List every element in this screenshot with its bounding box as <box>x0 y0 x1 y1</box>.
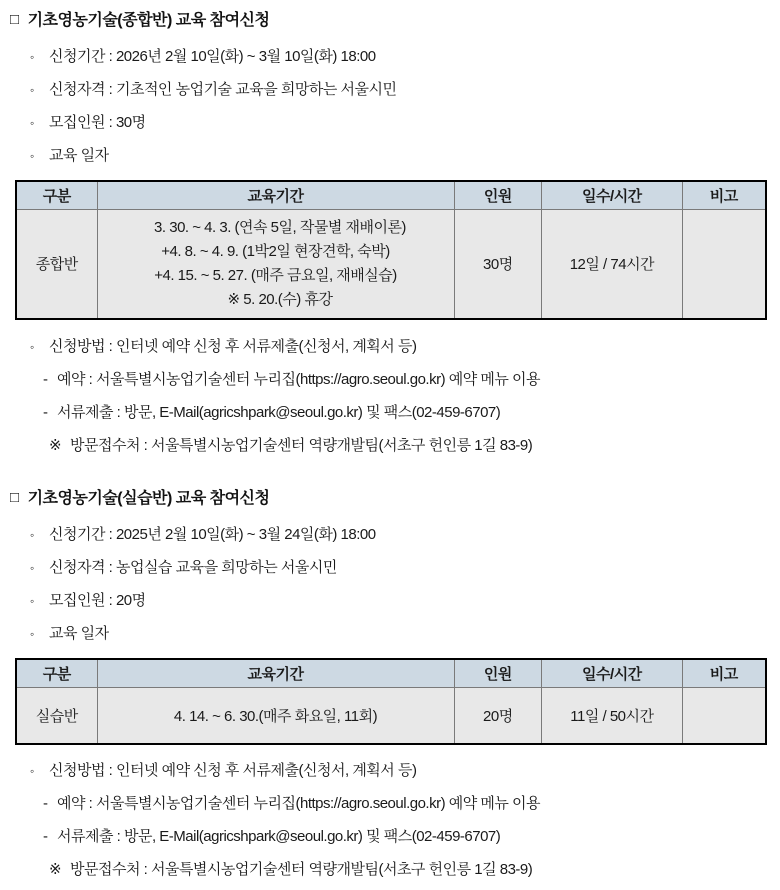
method-visit-address-text: 방문접수처 : 서울특별시농업기술센터 역량개발팀(서초구 헌인릉 1길 83-9) <box>70 861 533 878</box>
method-heading-text: 신청방법 : 인터넷 예약 신청 후 서류제출(신청서, 계획서 등) <box>49 338 417 355</box>
method-document-submission-text: 서류제출 : 방문, E-Mail(agricshpark@seoul.go.kr) 및 팩스(02-459-6707) <box>57 404 501 421</box>
section-title-text: 기초영농기술(종합반) 교육 참여신청 <box>27 12 270 29</box>
period-line: +4. 8. ~ 4. 9. (1박2일 현장견학, 숙박) <box>161 242 390 260</box>
circle-bullet-icon: ◦ <box>30 83 34 97</box>
section-title-comprehensive <box>10 10 767 32</box>
table-row <box>16 687 766 744</box>
bullet-text: 신청기간 : 2025년 2월 10일(화) ~ 3월 24일(화) 18:00 <box>49 526 376 543</box>
column-header-days-hours: 일수/시간 <box>542 181 682 209</box>
period-line-holiday-note: ※ 5. 20.(수) 휴강 <box>227 290 333 308</box>
circle-bullet-icon: ◦ <box>30 528 34 542</box>
reference-mark-icon: ※ <box>49 861 62 878</box>
bullet-text: 모집인원 : 30명 <box>49 114 146 131</box>
schedule-table-practice <box>15 658 767 745</box>
circle-bullet-icon: ◦ <box>30 561 34 575</box>
method-reservation-text: 예약 : 서울특별시농업기술센터 누리집(https://agro.seoul.go.kr) 예약 메뉴 이용 <box>57 795 541 812</box>
method-reservation <box>10 370 767 390</box>
circle-bullet-icon: ◦ <box>30 764 34 778</box>
section-title-practice <box>10 488 767 510</box>
table-header-row <box>16 181 766 209</box>
method-visit-address <box>10 436 767 456</box>
bullet-schedule-label <box>10 624 767 644</box>
section-practice-class <box>10 488 767 880</box>
table-row <box>16 209 766 319</box>
bullet-text: 신청자격 : 기초적인 농업기술 교육을 희망하는 서울시민 <box>49 81 397 98</box>
dash-bullet-icon: - <box>43 795 48 812</box>
method-heading <box>10 337 767 357</box>
bullet-apply-period <box>10 525 767 545</box>
period-line: 3. 30. ~ 4. 3. (연속 5일, 작물별 재배이론) <box>154 218 406 236</box>
bullet-text: 신청기간 : 2026년 2월 10일(화) ~ 3월 10일(화) 18:00 <box>49 48 376 65</box>
cell-period: 4. 14. ~ 6. 30.(매주 화요일, 11회) <box>97 687 454 744</box>
schedule-table-comprehensive <box>15 180 767 320</box>
bullet-text: 교육 일자 <box>49 625 109 642</box>
bullet-text: 신청자격 : 농업실습 교육을 희망하는 서울시민 <box>49 559 337 576</box>
dash-bullet-icon: - <box>43 371 48 388</box>
bullet-eligibility <box>10 80 767 100</box>
table-header-row <box>16 659 766 687</box>
bullet-text: 모집인원 : 20명 <box>49 592 146 609</box>
circle-bullet-icon: ◦ <box>30 594 34 608</box>
column-header-period: 교육기간 <box>97 181 454 209</box>
cell-note <box>682 687 766 744</box>
reference-mark-icon: ※ <box>49 437 62 454</box>
method-visit-address <box>10 860 767 880</box>
cell-category: 종합반 <box>16 209 97 319</box>
cell-capacity: 30명 <box>454 209 542 319</box>
column-header-period: 교육기간 <box>97 659 454 687</box>
cell-capacity: 20명 <box>454 687 542 744</box>
cell-days-hours: 11일 / 50시간 <box>542 687 682 744</box>
column-header-category: 구분 <box>16 659 97 687</box>
bullet-capacity <box>10 591 767 611</box>
method-visit-address-text: 방문접수처 : 서울특별시농업기술센터 역량개발팀(서초구 헌인릉 1길 83-9) <box>70 437 533 454</box>
dash-bullet-icon: - <box>43 404 48 421</box>
column-header-note: 비고 <box>682 659 766 687</box>
circle-bullet-icon: ◦ <box>30 340 34 354</box>
method-heading <box>10 761 767 781</box>
circle-bullet-icon: ◦ <box>30 627 34 641</box>
bullet-eligibility <box>10 558 767 578</box>
circle-bullet-icon: ◦ <box>30 116 34 130</box>
column-header-note: 비고 <box>682 181 766 209</box>
column-header-category: 구분 <box>16 181 97 209</box>
cell-period <box>97 209 454 319</box>
column-header-days-hours: 일수/시간 <box>542 659 682 687</box>
checkbox-square-icon: □ <box>10 11 19 28</box>
method-reservation-text: 예약 : 서울특별시농업기술센터 누리집(https://agro.seoul.go.kr) 예약 메뉴 이용 <box>57 371 541 388</box>
bullet-capacity <box>10 113 767 133</box>
dash-bullet-icon: - <box>43 828 48 845</box>
method-reservation <box>10 794 767 814</box>
column-header-capacity: 인원 <box>454 659 542 687</box>
cell-category: 실습반 <box>16 687 97 744</box>
cell-days-hours: 12일 / 74시간 <box>542 209 682 319</box>
circle-bullet-icon: ◦ <box>30 149 34 163</box>
section-title-text: 기초영농기술(실습반) 교육 참여신청 <box>27 490 270 507</box>
method-document-submission <box>10 403 767 423</box>
circle-bullet-icon: ◦ <box>30 50 34 64</box>
bullet-apply-period <box>10 47 767 67</box>
method-document-submission <box>10 827 767 847</box>
bullet-text: 교육 일자 <box>49 147 109 164</box>
bullet-schedule-label <box>10 146 767 166</box>
column-header-capacity: 인원 <box>454 181 542 209</box>
section-comprehensive-class <box>10 10 767 456</box>
period-line: +4. 15. ~ 5. 27. (매주 금요일, 재배실습) <box>154 266 397 284</box>
cell-note <box>682 209 766 319</box>
checkbox-square-icon: □ <box>10 489 19 506</box>
method-document-submission-text: 서류제출 : 방문, E-Mail(agricshpark@seoul.go.kr) 및 팩스(02-459-6707) <box>57 828 501 845</box>
method-heading-text: 신청방법 : 인터넷 예약 신청 후 서류제출(신청서, 계획서 등) <box>49 762 417 779</box>
